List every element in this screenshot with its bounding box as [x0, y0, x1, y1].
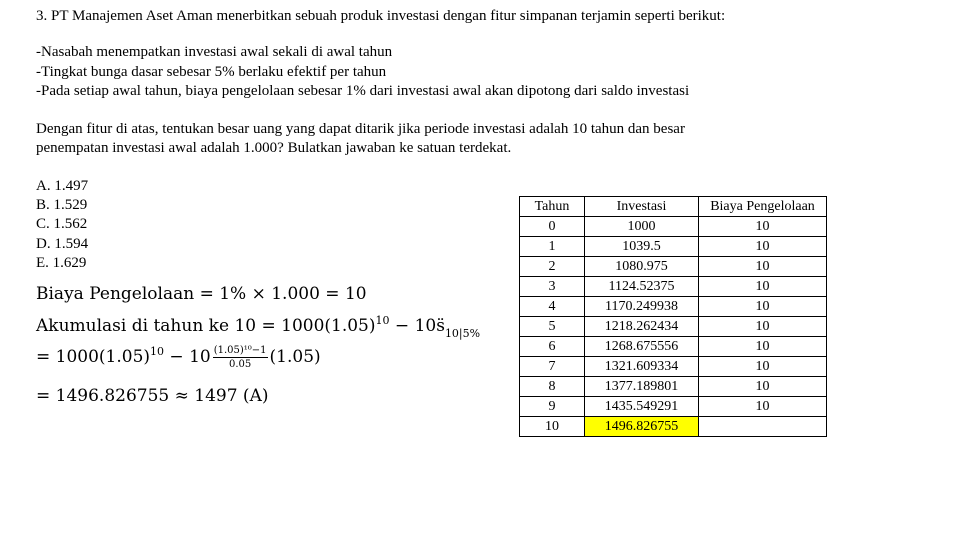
accumulation-text: Akumulasi di tahun ke 10 = 1000(1.05) [36, 316, 376, 336]
table-row [520, 337, 827, 357]
cell-tahun: 4 [520, 297, 585, 317]
fraction-denominator: 0.05 [229, 359, 252, 370]
cell-biaya [699, 417, 827, 437]
cell-tahun: 9 [520, 397, 585, 417]
table-row [520, 397, 827, 417]
cell-biaya: 10 [699, 297, 827, 317]
formula-part-c: (1.05) [269, 347, 321, 367]
cell-tahun: 2 [520, 257, 585, 277]
cell-investasi: 1321.609334 [585, 357, 699, 377]
investment-table [519, 196, 827, 437]
cell-investasi: 1039.5 [585, 237, 699, 257]
cell-tahun: 5 [520, 317, 585, 337]
question-line-2: penempatan investasi awal adalah 1.000? Bulatkan jawaban ke satuan terdekat. [36, 140, 512, 156]
cell-tahun: 1 [520, 237, 585, 257]
cell-biaya: 10 [699, 257, 827, 277]
accumulation-annuity: − 10s̈ [389, 316, 445, 336]
question-line-1: Dengan fitur di atas, tentukan besar uang yang dapat ditarik jika periode investasi adalah 10 tahun dan besar [36, 121, 685, 137]
option-b: B. 1.529 [36, 197, 88, 213]
solution-result-line: = 1496.826755 ≈ 1497 (A) [36, 386, 269, 406]
header-investasi: Investasi [585, 197, 699, 217]
formula-exponent: 10 [150, 345, 165, 358]
accumulation-exponent: 10 [375, 314, 390, 327]
cell-investasi: 1218.262434 [585, 317, 699, 337]
cell-tahun: 8 [520, 377, 585, 397]
cell-biaya: 10 [699, 377, 827, 397]
table-row [520, 417, 827, 437]
cell-tahun: 10 [520, 417, 585, 437]
table-row [520, 257, 827, 277]
table-header-row [520, 197, 827, 217]
cell-biaya: 10 [699, 217, 827, 237]
formula-fraction [213, 344, 268, 371]
cell-biaya: 10 [699, 337, 827, 357]
formula-part-b: − 10 [164, 347, 211, 367]
table-row [520, 357, 827, 377]
formula-part-a: = 1000(1.05) [36, 347, 151, 367]
cell-investasi-highlighted: 1496.826755 [585, 417, 699, 437]
option-e: E. 1.629 [36, 255, 87, 271]
cell-investasi: 1268.675556 [585, 337, 699, 357]
cell-investasi: 1377.189801 [585, 377, 699, 397]
cell-biaya: 10 [699, 237, 827, 257]
cell-biaya: 10 [699, 317, 827, 337]
table-row [520, 317, 827, 337]
option-a: A. 1.497 [36, 178, 89, 194]
cell-investasi: 1000 [585, 217, 699, 237]
problem-heading: 3. PT Manajemen Aset Aman menerbitkan sebuah produk investasi dengan fitur simpanan terjamin seperti berikut: [36, 8, 726, 24]
table-row [520, 377, 827, 397]
header-tahun: Tahun [520, 197, 585, 217]
header-biaya: Biaya Pengelolaan [699, 197, 827, 217]
table-row [520, 277, 827, 297]
cell-biaya: 10 [699, 397, 827, 417]
bullet-1: -Nasabah menempatkan investasi awal sekali di awal tahun [36, 44, 393, 60]
table-row [520, 297, 827, 317]
cell-investasi: 1170.249938 [585, 297, 699, 317]
cell-biaya: 10 [699, 357, 827, 377]
cell-investasi: 1080.975 [585, 257, 699, 277]
option-c: C. 1.562 [36, 216, 88, 232]
cell-tahun: 7 [520, 357, 585, 377]
table-row [520, 237, 827, 257]
table-row [520, 217, 827, 237]
cell-tahun: 3 [520, 277, 585, 297]
cell-investasi: 1124.52375 [585, 277, 699, 297]
annuity-subscript: 10|5% [444, 327, 481, 340]
fraction-numerator: (1.05)¹⁰−1 [213, 345, 267, 356]
cell-tahun: 6 [520, 337, 585, 357]
solution-fee-line: Biaya Pengelolaan = 1% × 1.000 = 10 [36, 284, 367, 304]
option-d: D. 1.594 [36, 236, 89, 252]
solution-formula-line [36, 344, 321, 371]
bullet-2: -Tingkat bunga dasar sebesar 5% berlaku efektif per tahun [36, 64, 387, 80]
solution-accumulation-line [36, 314, 480, 340]
cell-investasi: 1435.549291 [585, 397, 699, 417]
bullet-3: -Pada setiap awal tahun, biaya pengelolaan sebesar 1% dari investasi awal akan dipotong dari saldo investasi [36, 83, 690, 99]
cell-tahun: 0 [520, 217, 585, 237]
cell-biaya: 10 [699, 277, 827, 297]
